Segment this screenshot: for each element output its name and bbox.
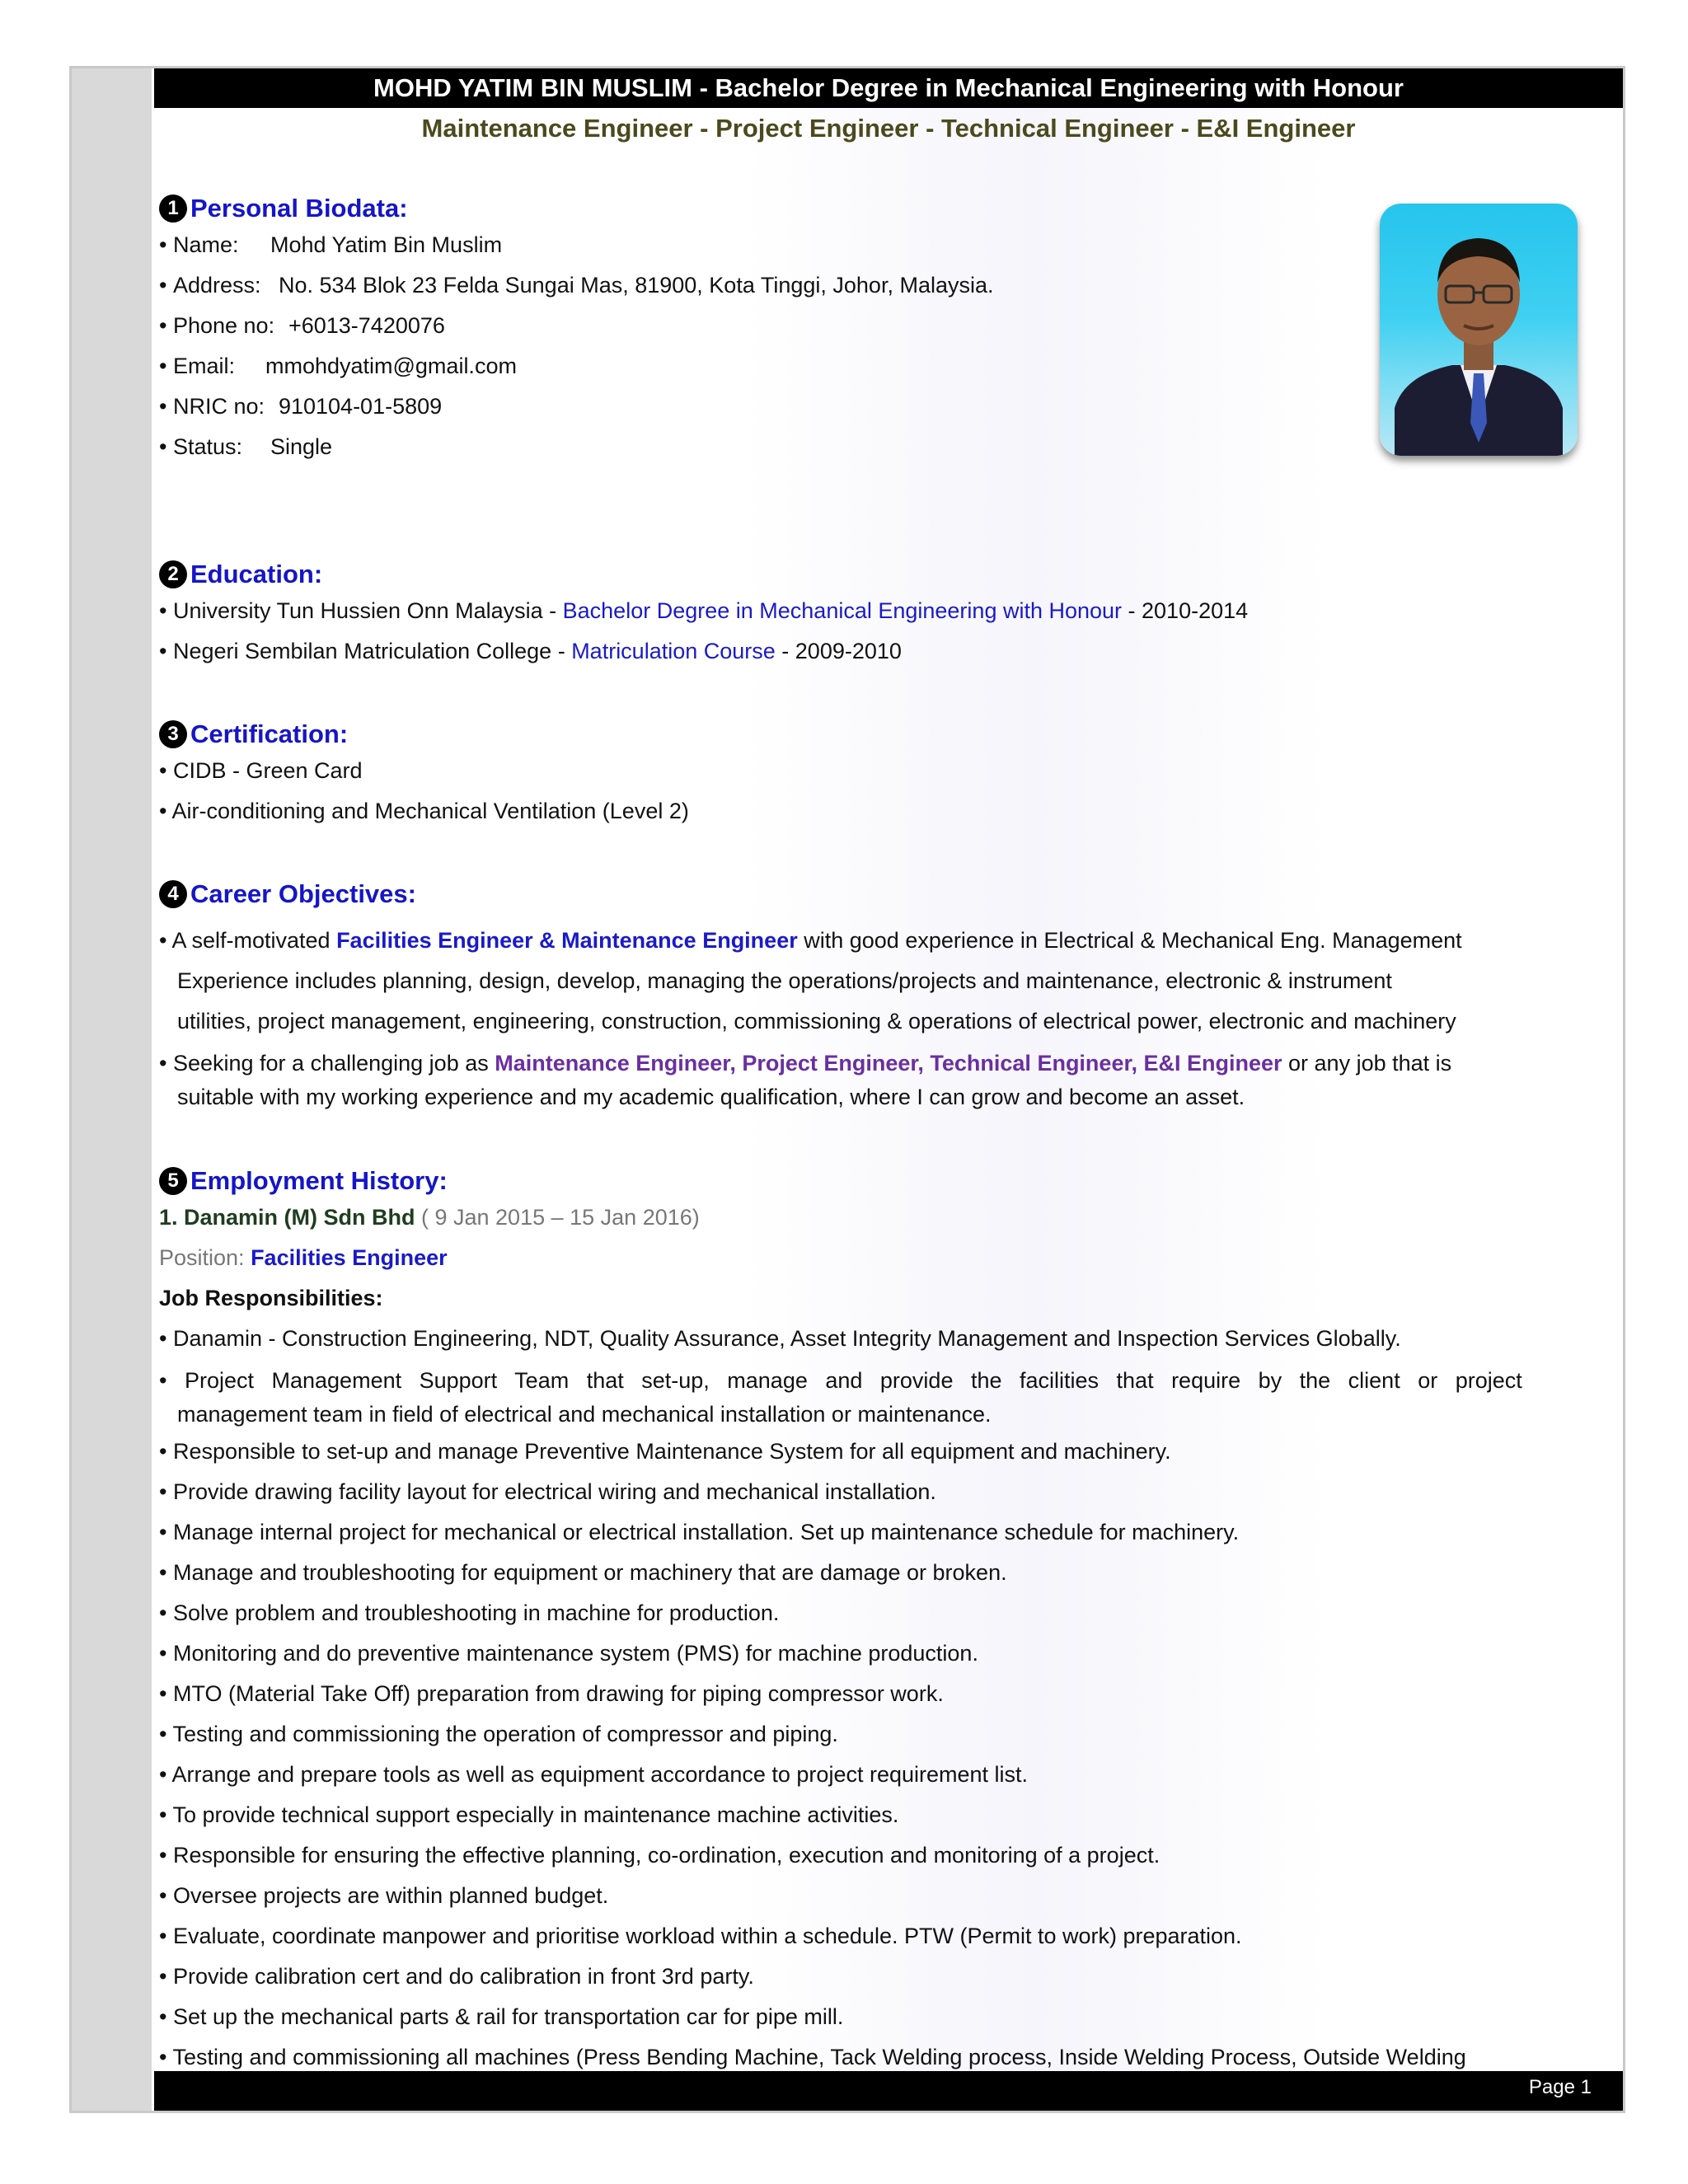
- section-heading-certification: [159, 718, 1499, 751]
- employer-line: [159, 1197, 1499, 1238]
- responsibility-item: • Manage internal project for mechanical or electrical installation. Set up maintenance schedule for machinery.: [159, 1512, 1499, 1553]
- biodata-nric: • NRIC no: 910104-01-5809: [159, 387, 1499, 427]
- resume-page: [69, 66, 1625, 2113]
- responsibility-item: • Oversee projects are within planned budget.: [159, 1876, 1499, 1916]
- job-titles-subtitle: Maintenance Engineer - Project Engineer - Technical Engineer - E&I Engineer: [421, 114, 1356, 143]
- section-title: Career Objectives:: [190, 879, 416, 908]
- responsibility-item: • Danamin - Construction Engineering, NDT, Quality Assurance, Asset Integrity Management and Inspection Services Globally.: [159, 1319, 1499, 1359]
- education-item: • Negeri Sembilan Matriculation College - Matriculation Course - 2009-2010: [159, 631, 1499, 672]
- position-line: Position: Facilities Engineer: [159, 1245, 448, 1270]
- responsibility-item: • To provide technical support especially in maintenance machine activities.: [159, 1795, 1499, 1835]
- biodata-address: • Address: No. 534 Blok 23 Felda Sungai Mas, 81900, Kota Tinggi, Johor, Malaysia.: [159, 265, 1499, 306]
- objective-paragraph-2: • Seeking for a challenging job as Maintenance Engineer, Project Engineer, Technical Engineer, E&I Engineer or any job that is: [159, 1047, 1499, 1080]
- objective-paragraph-1: • A self-motivated Facilities Engineer & Maintenance Engineer with good experience in Electrical & Mechanical Eng. Management: [159, 921, 1499, 961]
- section-number-badge: 3: [159, 720, 187, 748]
- section-heading-employment: [159, 1165, 1499, 1197]
- responsibility-item: • Set up the mechanical parts & rail for transportation car for pipe mill.: [159, 1997, 1499, 2037]
- employment-period: ( 9 Jan 2015 – 15 Jan 2016): [415, 1205, 700, 1230]
- section-heading-biodata: [159, 192, 1499, 225]
- education-item: • University Tun Hussien Onn Malaysia - Bachelor Degree in Mechanical Engineering with Honour - 2010-2014: [159, 591, 1499, 631]
- responsibility-item: • Manage and troubleshooting for equipment or machinery that are damage or broken.: [159, 1553, 1499, 1593]
- section-number-badge: 4: [159, 880, 187, 908]
- biodata-phone: • Phone no: +6013-7420076: [159, 306, 1499, 346]
- responsibility-item: • Project Management Support Team that set-up, manage and provide the facilities that require by the client or project: [159, 1364, 1499, 1398]
- section-number-badge: 5: [159, 1167, 187, 1195]
- responsibility-item: • Provide drawing facility layout for electrical wiring and mechanical installation.: [159, 1472, 1499, 1512]
- responsibilities-title: Job Responsibilities:: [159, 1286, 383, 1310]
- section-title: Employment History:: [190, 1166, 448, 1195]
- section-heading-education: [159, 558, 1499, 591]
- responsibility-item: • Arrange and prepare tools as well as equipment accordance to project requirement list.: [159, 1755, 1499, 1795]
- biodata-status: • Status: Single: [159, 427, 1499, 467]
- certification-item: • Air-conditioning and Mechanical Ventilation (Level 2): [159, 791, 1499, 832]
- certification-item: • CIDB - Green Card: [159, 751, 1499, 791]
- main-content: MOHD YATIM BIN MUSLIM - Bachelor Degree in Mechanical Engineering with Honour Maintenance Engineer - Project Engineer - Technical Engineer - E&I Engineer 1 Personal Biodata: • Name: Mohd Yatim Bin Muslim • Address: No. 534 Blok 23 Felda Sungai Mas, 81900, Kota Tinggi, Johor, Malaysia. • Phone no: +6013-7420076 • Email: mmohdyatim@gmail.com • NRIC no: 910104-01-5809 • Status: Single 2 Education: • University Tun Hussien Onn Malaysia - Bachelor Degree in Mechanical Engineering with Honour - 2010-2014 • Negeri Sembilan Matriculation College - Matriculation Course - 2009-2010 3 Certification: • CIDB - Green Card • Air-conditioning and Mechanical Ventilation (Level 2) 4 Career Objectives: • A self-motivated Facilities Engineer & Maintenance Engineer with good experience in Electrical & Mechanical Eng. Management Experience includes planning, design, develop, managing the operations/projects and maintenance, electronic & instrument utilities, project management, engineering, construction, commissioning & operations of electrical power, electronic and machinery • Seeking for a challenging job as Maintenance Engineer, Project Engineer, Technical Engineer, E&I Engineer or any job that is suitable with my working experience and my academic qualification, where I can grow and become an asset. 5 Employment History: 1. Danamin (M) Sdn Bhd ( 9 Jan 2015 – 15 Jan 2016) Position: Facilities Engineer Job Responsibilities: • Danamin - Construction Engineering, NDT, Quality Assurance, Asset Integrity Management and Inspection Services Globally. • Project Management Support Team that set-up, manage and provide the facilities that require by the client or project management team in field of electrical and mechanical installation or maintenance. • Responsible to set-up and manage Preventive Maintenance System for all equipment and machinery. • Provide drawing facility layout for electrical wiring and mechanical installation. • Manage internal project for mechanical or electrical installation. Set up maintenance schedule for machinery. • Manage and troubleshooting for equipment or machinery that are damage or broken. • Solve problem and troubleshooting in machine for production. • Monitoring and do preventive maintenance system (PMS) for machine production. • MTO (Material Take Off) preparation from drawing for piping compressor work. • Testing and commissioning the operation of compressor and piping. • Arrange and prepare tools as well as equipment accordance to project requirement list. • To provide technical support especially in maintenance machine activities. • Responsible for ensuring the effective planning, co-ordination, execution and monitoring of a project. • Oversee projects are within planned budget. • Evaluate, coordinate manpower and prioritise workload within a schedule. PTW (Permit to work) preparation. • Provide calibration cert and do calibration in front 3rd party. • Set up the mechanical parts & rail for transportation car for pipe mill. • Testing and commissioning all machines (Press Bending Machine, Tack Welding process, Inside Welding Process, Outside Welding Page 1: [154, 68, 1623, 2111]
- responsibility-item: • Provide calibration cert and do calibration in front 3rd party.: [159, 1957, 1499, 1997]
- section-title: Personal Biodata:: [190, 194, 408, 223]
- section-number-badge: 2: [159, 560, 187, 588]
- footer-bar: [154, 2071, 1623, 2111]
- responsibility-item: • Testing and commissioning all machines (Press Bending Machine, Tack Welding process, Inside Welding Process, Outside Welding: [159, 2037, 1499, 2078]
- title-bar: [154, 68, 1623, 108]
- responsibility-item: • Responsible to set-up and manage Preventive Maintenance System for all equipment and machinery.: [159, 1432, 1499, 1472]
- company-name: 1. Danamin (M) Sdn Bhd: [159, 1205, 415, 1230]
- page-title: MOHD YATIM BIN MUSLIM - Bachelor Degree in Mechanical Engineering with Honour: [373, 73, 1404, 102]
- responsibility-item: • Solve problem and troubleshooting in machine for production.: [159, 1593, 1499, 1633]
- section-title: Education:: [190, 560, 323, 588]
- responsibility-item: • Evaluate, coordinate manpower and prioritise workload within a schedule. PTW (Permit to work) preparation.: [159, 1916, 1499, 1957]
- page-number: Page 1: [1528, 2076, 1592, 2098]
- responsibility-item: • Monitoring and do preventive maintenance system (PMS) for machine production.: [159, 1633, 1499, 1674]
- biodata-email: • Email: mmohdyatim@gmail.com: [159, 346, 1499, 387]
- left-sidebar-strip: [72, 68, 152, 2111]
- section-number-badge: 1: [159, 194, 187, 223]
- responsibility-item: • Testing and commissioning the operation of compressor and piping.: [159, 1714, 1499, 1755]
- section-heading-objectives: [159, 878, 1499, 911]
- responsibility-item: • Responsible for ensuring the effective planning, co-ordination, execution and monitoring of a project.: [159, 1835, 1499, 1876]
- section-title: Certification:: [190, 719, 349, 748]
- responsibility-item: • MTO (Material Take Off) preparation from drawing for piping compressor work.: [159, 1674, 1499, 1714]
- biodata-name: • Name: Mohd Yatim Bin Muslim: [159, 225, 1499, 265]
